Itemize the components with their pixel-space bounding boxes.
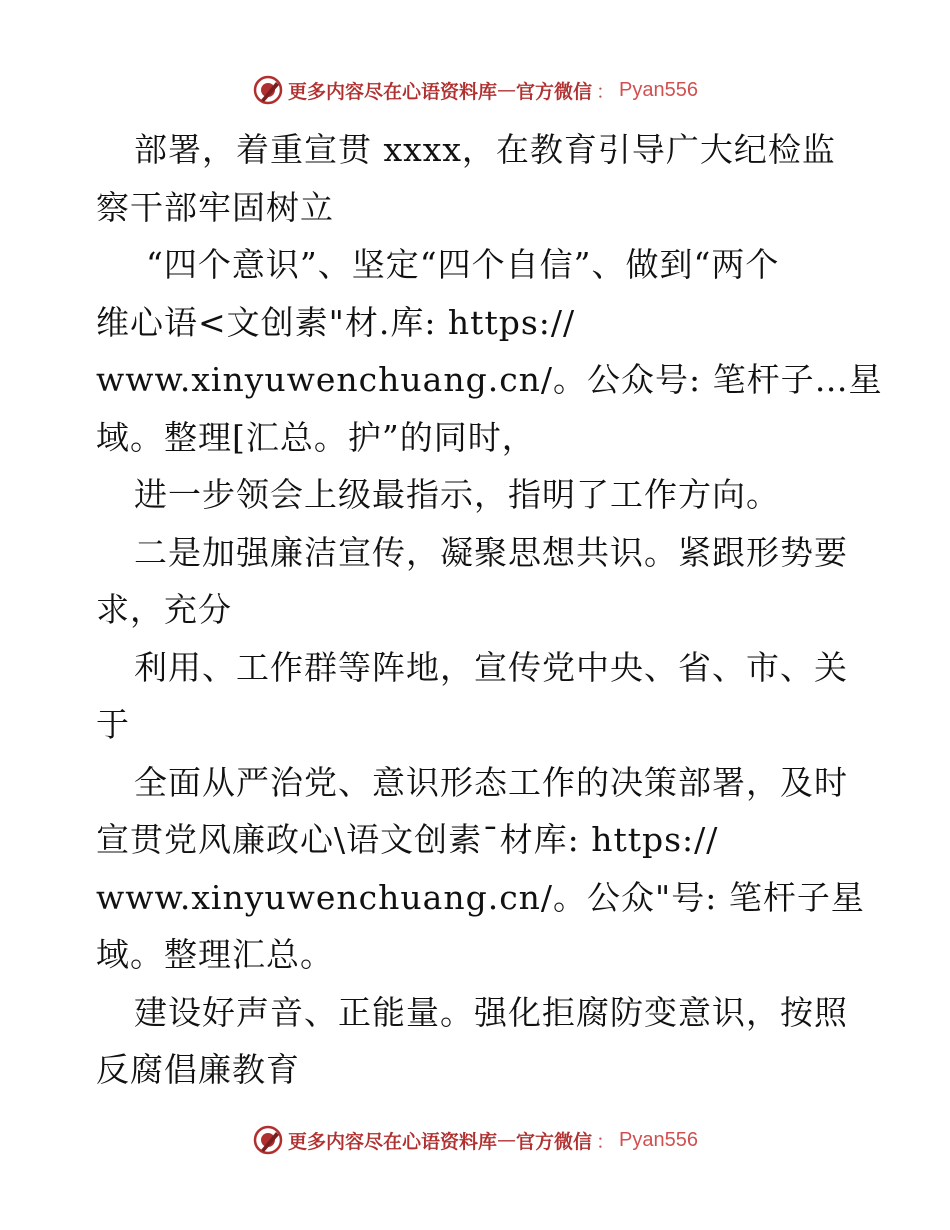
banner-handle: Pyan556 xyxy=(619,1128,698,1151)
header-banner xyxy=(0,70,950,110)
body-line: 宣贯党风廉政心\语文创素¯材库: https:// xyxy=(96,820,719,859)
banner-colon: ： xyxy=(596,1130,616,1153)
body-line: 部署，着重宣贯 xxxx，在教育引导广大纪检监 xyxy=(134,130,836,169)
body-line: 域。整理汇总。 xyxy=(96,935,334,974)
body-line: 求，充分 xyxy=(96,590,232,629)
body-line: 维心语<文创素"材.库: https:// xyxy=(96,302,576,342)
body-line: 反腐倡廉教育 xyxy=(96,1050,300,1089)
body-line: “四个意识”、坚定“四个自信”、做到“两个 xyxy=(146,245,780,284)
body-line: 进一步领会上级最指示，指明了工作方向。 xyxy=(134,475,780,514)
body-line: 二是加强廉洁宣传，凝聚思想共识。紧跟形势要 xyxy=(134,532,848,572)
document-body xyxy=(96,121,883,1099)
banner-colon: ： xyxy=(596,80,616,103)
banner-handle: Pyan556 xyxy=(619,78,698,101)
body-line: 利用、工作群等阵地，宣传党中央、省、市、关 xyxy=(134,647,848,687)
banner-brand: 更多内容尽在心语资料库 xyxy=(287,1130,497,1153)
body-line: 建设好声音、正能量。强化拒腐防变意识，按照 xyxy=(134,992,848,1032)
body-line: 于 xyxy=(96,705,130,744)
body-line: 域。整理[汇总。护”的同时， xyxy=(96,417,536,457)
logo-icon xyxy=(252,74,284,106)
body-line: www.xinyuwenchuang.cn/。公众号: 笔杆子…星 xyxy=(96,360,883,399)
banner-official: 官方微信 xyxy=(516,1130,593,1153)
banner-official: 官方微信 xyxy=(516,80,593,103)
body-line: www.xinyuwenchuang.cn/。公众"号: 笔杆子星 xyxy=(96,877,865,917)
footer-banner xyxy=(0,1120,950,1160)
banner-separator: — xyxy=(497,79,516,101)
banner-brand: 更多内容尽在心语资料库 xyxy=(287,80,497,103)
banner-separator: — xyxy=(497,1129,516,1151)
body-line: 全面从严治党、意识形态工作的决策部署，及时 xyxy=(134,762,848,802)
body-line: 察干部牢固树立 xyxy=(96,187,334,227)
logo-icon xyxy=(252,1124,284,1156)
